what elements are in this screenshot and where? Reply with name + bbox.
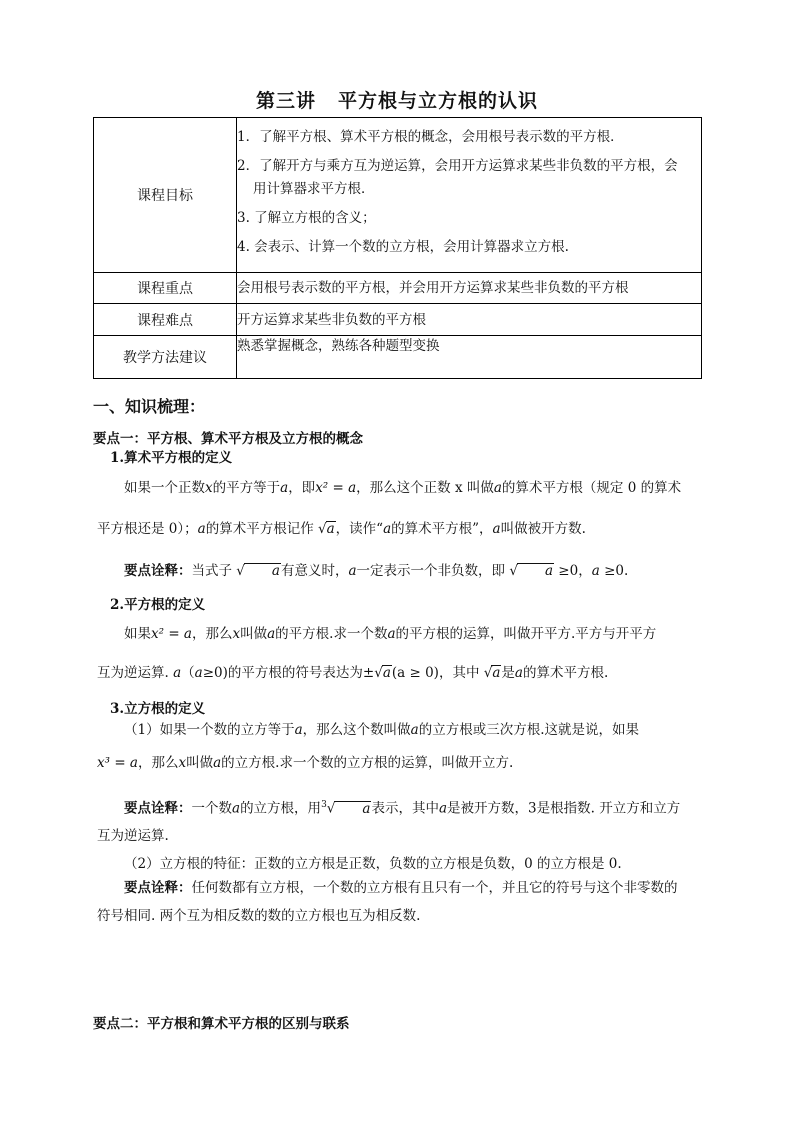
goal-item: 用计算器求平方根．: [253, 180, 375, 197]
paragraph: 平方根还是 0）；a的算术平方根记作 √a，读作“a的算术平方根”，a叫做被开方数.: [97, 521, 586, 537]
course-overview-table: [93, 117, 702, 379]
note-continued: 符号相同. 两个互为相反数的数的立方根也互为相反数.: [97, 908, 421, 924]
paragraph: x³ = a，那么x叫做a的立方根.求一个数的立方根的运算，叫做开立方.: [97, 755, 514, 771]
subheading: 3.立方根的定义: [110, 701, 206, 717]
paragraph: 如果x² = a，那么x叫做a的平方根.求一个数a的平方根的运算，叫做开平方.平方与开平方: [124, 626, 657, 642]
point-heading: 要点一：平方根、算术平方根及立方根的概念: [93, 431, 363, 447]
paragraph: （2）立方根的特征：正数的立方根是正数，负数的立方根是负数，0 的立方根是 0.: [124, 856, 622, 872]
key-row: [94, 273, 702, 304]
section-heading: 一、知识梳理：: [93, 397, 206, 416]
key-label: 课程重点: [94, 273, 237, 304]
note: 要点诠释：当式子 √ a有意义时，a一定表示一个非负数，即 √ a ≥0，a ≥0.: [124, 563, 629, 579]
method-label: 教学方法建议: [94, 336, 237, 379]
goal-label: 课程目标: [94, 118, 237, 273]
difficulty-row: [94, 304, 702, 336]
page-title: [0, 86, 794, 113]
goal-item: 3. 了解立方根的含义；: [237, 209, 376, 226]
subheading: 1.算术平方根的定义: [110, 450, 233, 466]
paragraph: （1）如果一个数的立方等于a，那么这个数叫做a的立方根或三次方根.这就是说，如果: [124, 722, 640, 738]
method-content: 熟悉掌握概念，熟练各种题型变换: [237, 336, 702, 379]
paragraph: 如果一个正数x的平方等于a，即x² = a，那么这个正数 x 叫做a的算术平方根（规定 0 的算术: [124, 480, 682, 496]
key-content: 会用根号表示数的平方根，并会用开方运算求某些非负数的平方根: [237, 273, 702, 304]
title-lecture: 第三讲: [255, 90, 316, 112]
point-heading: 要点二：平方根和算术平方根的区别与联系: [93, 1016, 350, 1032]
goal-item: 1．了解平方根、算术平方根的概念，会用根号表示数的平方根．: [237, 128, 624, 145]
paragraph: 互为逆运算. a（a≥0)的平方根的符号表达为±√a(a ≥ 0)，其中 √a是a的算术平方根.: [97, 665, 609, 681]
note: 要点诠释：一个数a的立方根，用$^3$√ a表示，其中a是被开方数，3是根指数. 开立方和立方: [124, 800, 681, 817]
note-continued: 互为逆运算.: [97, 828, 169, 844]
difficulty-label: 课程难点: [94, 304, 237, 336]
goal-item: 4. 会表示、计算一个数的立方根，会用计算器求立方根.: [237, 238, 569, 255]
difficulty-content: 开方运算求某些非负数的平方根: [237, 304, 702, 336]
title-topic: 平方根与立方根的认识: [338, 90, 539, 112]
method-row: [94, 336, 702, 379]
goal-row: [94, 118, 702, 273]
goal-content: [237, 118, 702, 273]
goal-item: 2．了解开方与乘方互为逆运算，会用开方运算求某些非负数的平方根，会: [237, 157, 678, 174]
note: 要点诠释：任何数都有立方根，一个数的立方根有且只有一个，并且它的符号与这个非零数的: [124, 880, 678, 896]
subheading: 2.平方根的定义: [110, 597, 206, 613]
